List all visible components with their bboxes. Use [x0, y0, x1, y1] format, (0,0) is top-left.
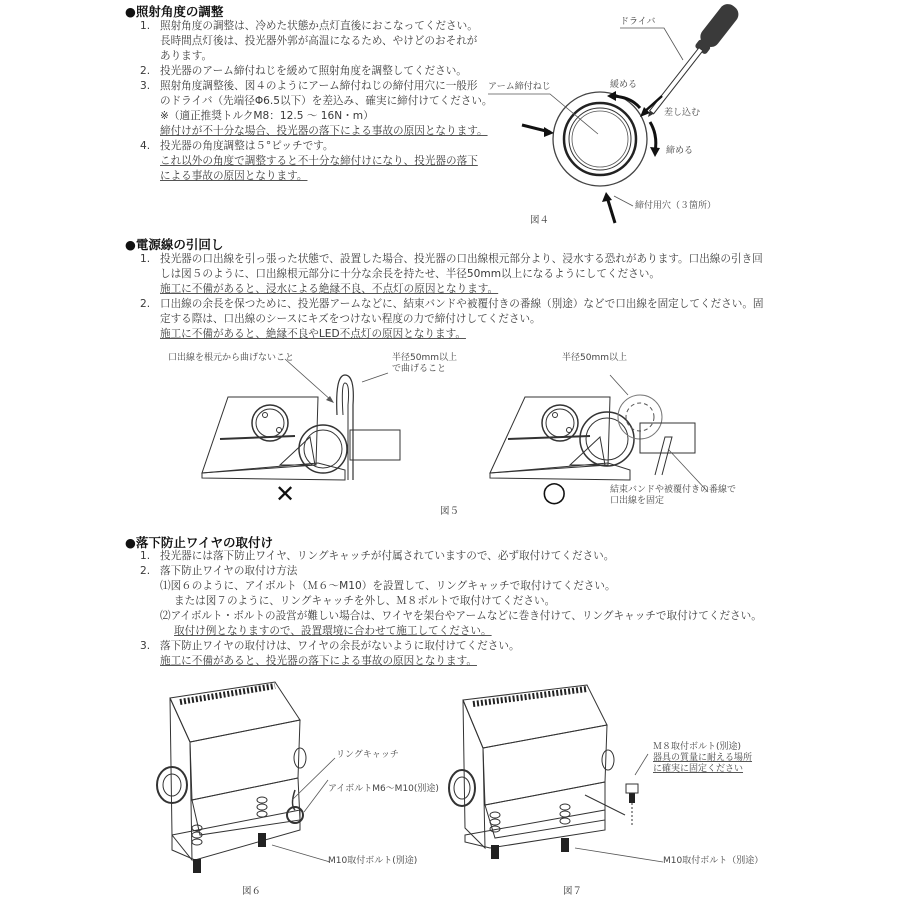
- figure-4: [480, 0, 780, 230]
- instruction-line: [140, 549, 762, 564]
- instruction-text: 落下防止ワイヤの取付け方法: [160, 565, 298, 577]
- instruction-text: 長時間点灯後は、投光器外郭が高温になるため、やけどのおそれが: [160, 35, 478, 47]
- instruction-text: ⑴図６のように、アイボルト（Ｍ６～M10）を設置して、リングキャッチで取付けてください。: [160, 580, 616, 592]
- instruction-line: [140, 34, 493, 49]
- instruction-line: [140, 94, 493, 109]
- instruction-text: あります。: [160, 50, 213, 62]
- label-bend-radius-2: で曲げること: [392, 364, 447, 374]
- instruction-text: 投光器の口出線を引っ張った状態で、設置した場合、投光器の口出線根元部分より、浸水する恐れがあります。口出線の引き回: [160, 253, 763, 265]
- figure-6: [150, 670, 445, 900]
- label-m10-bolt-fig6: M10取付ボルト(別途): [328, 856, 418, 866]
- section2-instructions: [140, 252, 764, 342]
- figure-5-caption: 図５: [440, 506, 460, 517]
- good-example-mark: ○: [542, 475, 567, 508]
- instruction-text: のドライバ（先端径Φ6.5以下）を差込み、確実に締付けてください。: [160, 95, 493, 107]
- instruction-number: 3.: [140, 640, 151, 652]
- instruction-text: 投光器のアーム締付ねじを緩めて照射角度を調整してください。: [160, 65, 467, 77]
- instruction-text: しは図５のように、口出線根元部分に十分な余長を持たせ、半径50mm以上になるようにしてください。: [160, 268, 660, 280]
- section3-instructions: [140, 549, 762, 669]
- label-insert: 差し込む: [664, 108, 701, 118]
- instruction-number: 3.: [140, 80, 151, 92]
- instruction-text: 施工に不備があると、投光器の落下による事故の原因となります。: [160, 655, 477, 667]
- label-m8-note-2: に確実に固定ください: [653, 764, 744, 774]
- instruction-text: 締付けが不十分な場合、投光器の落下による事故の原因となります。: [160, 125, 488, 137]
- instruction-line: [140, 609, 762, 624]
- section-title-irradiation-angle: ●照射角度の調整: [125, 4, 224, 19]
- instruction-text: 落下防止ワイヤの取付けは、ワイヤの余長がないように取付けてください。: [160, 640, 520, 652]
- instruction-line: [140, 639, 762, 654]
- figure-4-drawing: [480, 0, 780, 230]
- label-driver: ドライバ: [620, 17, 656, 27]
- instruction-line: [140, 594, 762, 609]
- instruction-text: 照射角度の調整は、冷めた状態か点灯直後におこなってください。: [160, 20, 478, 32]
- instruction-line: [140, 109, 493, 124]
- instruction-text: 照射角度調整後、図４のようにアーム締付ねじの締付用穴に一般形: [160, 80, 478, 92]
- label-radius-good: 半径50mm以上: [562, 353, 627, 363]
- label-loosen: 緩める: [610, 80, 638, 90]
- instruction-line: [140, 654, 762, 669]
- instruction-text: 投光器には落下防止ワイヤ、リングキャッチが付属されていますので、必ず取付けてください。: [160, 550, 615, 562]
- bad-example-mark: ✕: [275, 480, 296, 508]
- section1-instructions: [140, 19, 493, 184]
- instruction-text: これ以外の角度で調整すると不十分な締付けになり、投光器の落下: [160, 155, 478, 167]
- label-bend-radius-1: 半径50mm以上: [392, 353, 457, 363]
- instruction-text: ⑵アイボルト・ボルトの設営が難しい場合は、ワイヤを架台やアームなどに巻き付けて、リングキャッチで取付けてください。: [160, 610, 762, 622]
- instruction-text: 取付け例となりますので、設置環境に合わせて施工してください。: [174, 625, 492, 637]
- instruction-text: 口出線の余長を保つために、投光器アームなどに、結束バンドや被覆付きの番線（別途）などで口出線を固定してください。固: [160, 298, 764, 310]
- instruction-text: による事故の原因となります。: [160, 170, 308, 182]
- instruction-number: 1.: [140, 253, 151, 265]
- section-title-fall-prevention-wire: ●落下防止ワイヤの取付け: [125, 535, 274, 550]
- figure-6-caption: 図６: [242, 886, 262, 897]
- instruction-line: [140, 282, 764, 297]
- instruction-number: 1.: [140, 550, 151, 562]
- instruction-number: 2.: [140, 298, 151, 310]
- label-eye-bolt: アイボルトM6～M10(別途): [328, 784, 439, 794]
- instruction-line: [140, 252, 764, 267]
- instruction-number: 1.: [140, 20, 151, 32]
- instruction-line: [140, 154, 493, 169]
- instruction-line: [140, 139, 493, 154]
- instruction-line: [140, 564, 762, 579]
- instruction-line: [140, 124, 493, 139]
- instruction-number: 2.: [140, 65, 151, 77]
- figure-5: [140, 345, 780, 520]
- instruction-number: 4.: [140, 140, 151, 152]
- instruction-line: [140, 49, 493, 64]
- label-no-bend-root: 口出線を根元から曲げないこと: [168, 353, 295, 363]
- instruction-line: [140, 19, 493, 34]
- label-ring-catch: リングキャッチ: [336, 750, 399, 760]
- figure-7-caption: 図７: [563, 886, 583, 897]
- instruction-line: [140, 64, 493, 79]
- figure-4-caption: 図４: [530, 215, 550, 226]
- instruction-text: 施工に不備があると、絶縁不良やLED不点灯の原因となります。: [160, 328, 466, 340]
- instruction-line: [140, 327, 764, 342]
- instruction-text: ※（適正推奨トルクM8：12.5 ～ 16N・m）: [160, 110, 374, 122]
- label-m8-bolt: Ｍ８取付ボルト(別途): [653, 742, 742, 752]
- label-arm-screw: アーム締付ねじ: [488, 82, 551, 92]
- instruction-text: 定する際は、口出線のシースにキズをつけない程度の力で締付けしてください。: [160, 313, 541, 325]
- label-fix-2: 口出線を固定: [610, 496, 665, 506]
- instruction-number: 2.: [140, 565, 151, 577]
- label-holes: 締付用穴（３箇所）: [635, 201, 717, 211]
- label-m8-note-1: 器具の質量に耐える場所: [653, 753, 753, 763]
- instruction-line: [140, 579, 762, 594]
- label-m10-bolt-fig7: M10取付ボルト（別途）: [663, 856, 764, 866]
- label-fix-1: 結束バンドや被覆付きの番線で: [610, 485, 737, 495]
- instruction-line: [140, 169, 493, 184]
- instruction-text: 投光器の角度調整は５°ピッチです。: [160, 140, 334, 152]
- label-tighten: 締める: [666, 146, 694, 156]
- instruction-line: [140, 267, 764, 282]
- instruction-line: [140, 312, 764, 327]
- instruction-line: [140, 79, 493, 94]
- section-title-power-cable: ●電源線の引回し: [125, 237, 224, 252]
- instruction-line: [140, 297, 764, 312]
- figure-7: [445, 670, 785, 900]
- instruction-line: [140, 624, 762, 639]
- instruction-text: または図７のように、リングキャッチを外し、Ｍ８ボルトで取付けてください。: [174, 595, 556, 607]
- instruction-text: 施工に不備があると、浸水による絶縁不良、不点灯の原因となります。: [160, 283, 499, 295]
